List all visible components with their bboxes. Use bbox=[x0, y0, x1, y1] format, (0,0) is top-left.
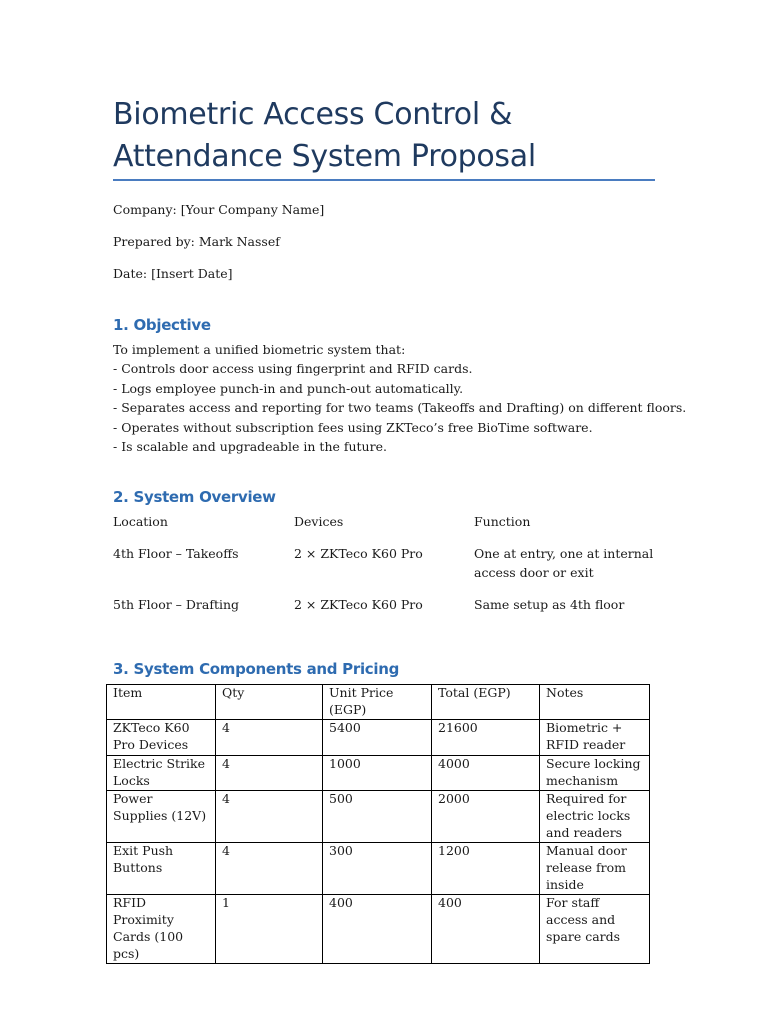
overview-cell: 5th Floor – Drafting bbox=[113, 597, 240, 612]
notes-cell: For staff access and spare cards bbox=[540, 895, 650, 964]
pricing-header-notes: Notes bbox=[540, 685, 650, 720]
objective-line: To implement a unified biometric system that: bbox=[113, 342, 406, 357]
document-title: Biometric Access Control & Attendance System Proposal bbox=[113, 97, 536, 174]
total-cell: 4000 bbox=[432, 755, 540, 790]
unit-price-cell: 400 bbox=[323, 895, 432, 964]
qty-cell: 4 bbox=[216, 755, 323, 790]
pricing-heading: 3. System Components and Pricing bbox=[113, 660, 400, 678]
overview-header-location: Location bbox=[113, 514, 168, 529]
overview-header-devices: Devices bbox=[294, 514, 344, 529]
unit-price-cell: 1000 bbox=[323, 755, 432, 790]
prepared-by-line: Prepared by: Mark Nassef bbox=[113, 234, 280, 249]
table-row bbox=[107, 895, 650, 964]
objective-line: - Operates without subscription fees using ZKTeco’s free BioTime software. bbox=[113, 419, 593, 435]
notes-cell: Manual door release from inside bbox=[540, 843, 650, 895]
qty-cell: 4 bbox=[216, 843, 323, 895]
objective-line: - Separates access and reporting for two teams (Takeoffs and Drafting) on different floors. bbox=[113, 400, 687, 416]
objective-paragraph bbox=[113, 340, 687, 456]
title-divider bbox=[113, 179, 655, 181]
overview-header-function: Function bbox=[474, 514, 531, 529]
qty-cell: 4 bbox=[216, 720, 323, 755]
overview-heading: 2. System Overview bbox=[113, 488, 276, 506]
total-cell: 1200 bbox=[432, 843, 540, 895]
overview-cell: 2 × ZKTeco K60 Pro bbox=[294, 597, 423, 612]
pricing-header-unit-price: Unit Price (EGP) bbox=[323, 685, 432, 720]
qty-cell: 4 bbox=[216, 791, 323, 843]
objective-line: - Is scalable and upgradeable in the future. bbox=[113, 439, 387, 455]
unit-price-cell: 5400 bbox=[323, 720, 432, 755]
notes-cell: Secure locking mechanism bbox=[540, 755, 650, 790]
item-cell: ZKTeco K60 Pro Devices bbox=[107, 720, 216, 755]
unit-price-cell: 500 bbox=[323, 791, 432, 843]
objective-heading: 1. Objective bbox=[113, 316, 211, 334]
overview-cell: 2 × ZKTeco K60 Pro bbox=[294, 546, 423, 561]
pricing-header-item: Item bbox=[107, 685, 216, 720]
company-line: Company: [Your Company Name] bbox=[113, 202, 325, 217]
qty-cell: 1 bbox=[216, 895, 323, 964]
item-cell: Electric Strike Locks bbox=[107, 755, 216, 790]
notes-cell: Required for electric locks and readers bbox=[540, 791, 650, 843]
overview-cell: Same setup as 4th floor bbox=[474, 597, 625, 612]
total-cell: 2000 bbox=[432, 791, 540, 843]
item-cell: RFID Proximity Cards (100 pcs) bbox=[107, 895, 216, 964]
table-row bbox=[107, 843, 650, 895]
table-row bbox=[107, 720, 650, 755]
objective-line: - Logs employee punch-in and punch-out automatically. bbox=[113, 380, 464, 396]
total-cell: 400 bbox=[432, 895, 540, 964]
item-cell: Power Supplies (12V) bbox=[107, 791, 216, 843]
item-cell: Exit Push Buttons bbox=[107, 843, 216, 895]
pricing-header-row bbox=[107, 685, 650, 720]
pricing-header-total: Total (EGP) bbox=[432, 685, 540, 720]
notes-cell: Biometric + RFID reader bbox=[540, 720, 650, 755]
unit-price-cell: 300 bbox=[323, 843, 432, 895]
table-row bbox=[107, 791, 650, 843]
pricing-header-qty: Qty bbox=[216, 685, 323, 720]
objective-line: - Controls door access using fingerprint and RFID cards. bbox=[113, 361, 473, 377]
overview-cell: One at entry, one at internal access door or exit bbox=[474, 546, 654, 580]
overview-cell: 4th Floor – Takeoffs bbox=[113, 546, 239, 561]
table-row bbox=[107, 755, 650, 790]
pricing-table bbox=[106, 684, 650, 964]
total-cell: 21600 bbox=[432, 720, 540, 755]
date-line: Date: [Insert Date] bbox=[113, 266, 233, 281]
